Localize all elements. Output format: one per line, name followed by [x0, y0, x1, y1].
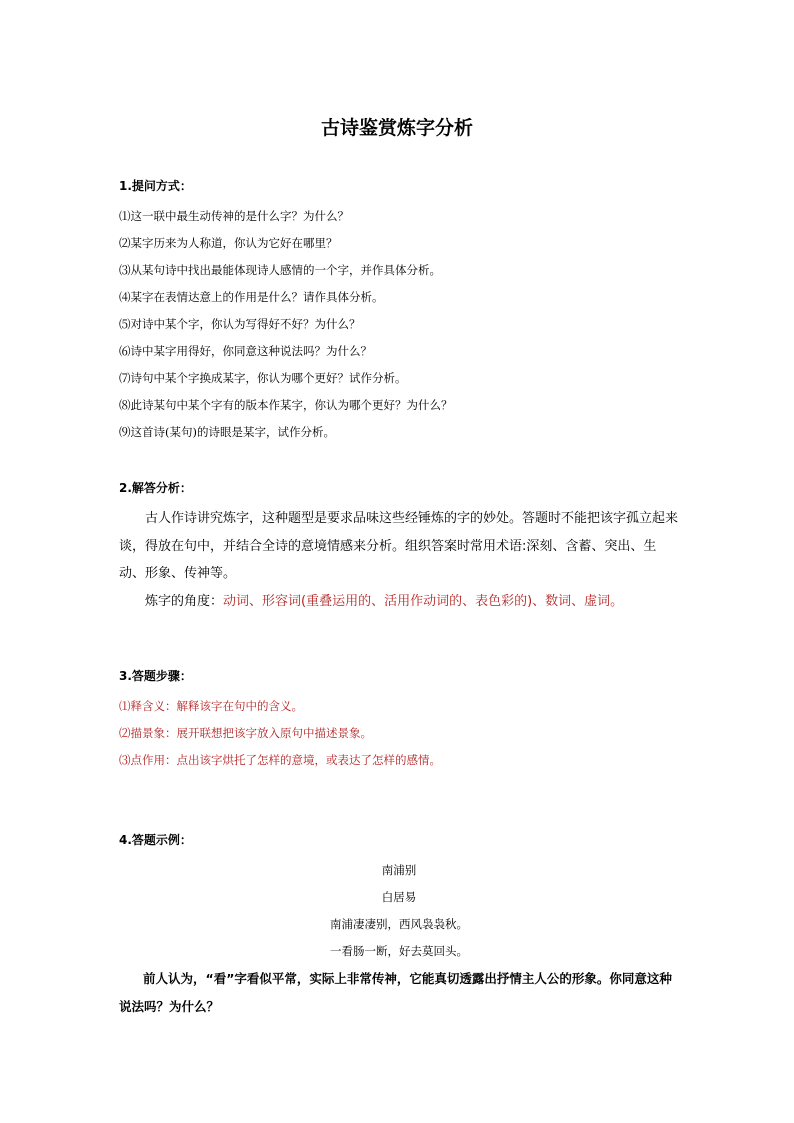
answer-step-item: ⑶点作用：点出该字烘托了怎样的意境，或表达了怎样的感情。	[119, 753, 441, 767]
refining-angle-value: 动词、形容词(重叠运用的、活用作动词的、表色彩的)、数词、虚词。	[223, 593, 624, 609]
question-type-item: ⑷某字在表情达意上的作用是什么？请作具体分析。	[119, 290, 384, 304]
answer-step-item: ⑵描景象：展开联想把该字放入原句中描述景象。	[119, 726, 372, 740]
answer-step-list	[119, 693, 679, 774]
section-1-heading: 1.提问方式：	[119, 179, 192, 193]
question-type-item: ⑸对诗中某个字，你认为写得好不好？为什么？	[119, 317, 361, 331]
question-type-item: ⑵某字历来为人称道，你认为它好在哪里？	[119, 236, 338, 250]
question-type-item: ⑹诗中某字用得好，你同意这种说法吗？为什么？	[119, 344, 372, 358]
answer-step-item: ⑴释含义：解释该字在句中的含义。	[119, 699, 303, 713]
refining-angle-label: 炼字的角度：	[145, 593, 224, 609]
section-answer-steps	[119, 668, 679, 774]
section-answer-example	[119, 832, 679, 1021]
page-title: 古诗鉴赏炼字分析	[320, 117, 473, 139]
poem-author: 白居易	[381, 890, 417, 904]
section-4-heading: 4.答题示例：	[119, 833, 192, 847]
question-type-item: ⑺诗句中某个字换成某字，你认为哪个更好？试作分析。	[119, 371, 407, 385]
question-type-item: ⑶从某句诗中找出最能体现诗人感情的一个字，并作具体分析。	[119, 263, 441, 277]
refining-angle-line	[119, 588, 679, 616]
section-answer-analysis	[119, 480, 679, 615]
analysis-paragraph: 古人作诗讲究炼字，这种题型是要求品味这些经锤炼的字的妙处。答题时不能把该字孤立起来谈，得放在句中，并结合全诗的意境情感来分析。组织答案时常用术语:深刻、含蓄、突出、生动、形象、传神等。	[119, 511, 679, 581]
example-question: 前人认为，“看”字看似平常，实际上非常传神，它能真切透露出抒情主人公的形象。你同意这种说法吗？为什么？	[119, 971, 672, 1014]
section-2-heading: 2.解答分析：	[119, 481, 192, 495]
poem-line: 南浦凄凄别，西风袅袅秋。	[330, 917, 468, 931]
poem-title: 南浦别	[381, 863, 417, 877]
poem-line: 一看肠一断，好去莫回头。	[330, 944, 468, 958]
question-type-item: ⑻此诗某句中某个字有的版本作某字，你认为哪个更好？为什么？	[119, 398, 453, 412]
question-type-item: ⑴这一联中最生动传神的是什么字？为什么？	[119, 209, 349, 223]
section-question-types	[119, 178, 679, 446]
question-type-list	[119, 203, 679, 446]
question-type-item: ⑼这首诗(某句)的诗眼是某字，试作分析。	[119, 425, 335, 439]
section-3-heading: 3.答题步骤：	[119, 669, 192, 683]
